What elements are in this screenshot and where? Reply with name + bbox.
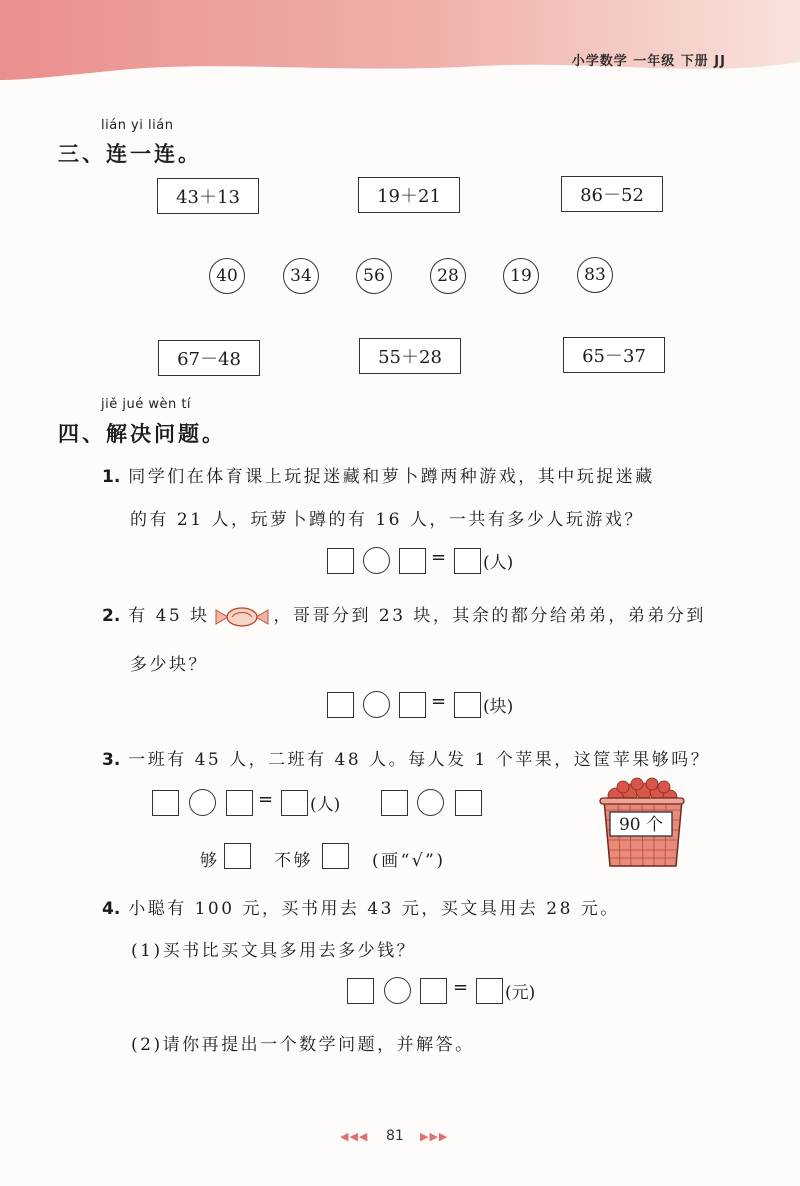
answer-box[interactable]: [327, 548, 354, 574]
answer-circle[interactable]: 40: [209, 258, 245, 294]
answer-circle[interactable]: 34: [283, 258, 319, 294]
answer-box[interactable]: [152, 790, 179, 816]
expression-box[interactable]: 43＋13: [157, 178, 259, 214]
enough-label: 够: [200, 851, 220, 871]
question-2-line-1: [102, 601, 706, 629]
header-text: 小学数学 一年级 下册 JJ: [571, 54, 726, 69]
answer-circle[interactable]: 56: [356, 258, 392, 294]
unit-label: (人): [483, 553, 514, 573]
question-text: 小聪有 100 元，买书用去 43 元，买文具用去 28 元。: [128, 899, 620, 919]
section3-title: 三、连一连。: [58, 142, 202, 166]
equals-sign: =: [431, 691, 447, 712]
candy-icon: [214, 605, 270, 629]
answer-circle[interactable]: 19: [503, 258, 539, 294]
page-number: 81: [386, 1128, 404, 1144]
operator-circle[interactable]: [417, 789, 444, 816]
next-page-arrows[interactable]: ▶▶▶: [420, 1130, 449, 1143]
answer-box[interactable]: [399, 548, 426, 574]
question-number: 3.: [102, 750, 121, 770]
question-text: 有 45 块: [128, 606, 210, 626]
operator-circle[interactable]: [384, 977, 411, 1004]
operator-circle[interactable]: [189, 789, 216, 816]
equals-sign: =: [258, 789, 274, 810]
question-1-line-2: 的有 21 人，玩萝卜蹲的有 16 人，一共有多少人玩游戏？: [130, 510, 644, 530]
answer-box[interactable]: [420, 978, 447, 1004]
basket-label: 90 个: [618, 815, 664, 835]
answer-box[interactable]: [455, 790, 482, 816]
answer-box[interactable]: [327, 692, 354, 718]
answer-box[interactable]: [226, 790, 253, 816]
question-text: 一班有 45 人，二班有 48 人。每人发 1 个苹果，这筐苹果够吗？: [128, 750, 711, 770]
expression-box[interactable]: 19＋21: [358, 177, 460, 213]
unit-label: (元): [505, 983, 536, 1003]
answer-box[interactable]: [476, 978, 503, 1004]
operator-circle[interactable]: [363, 691, 390, 718]
answer-box[interactable]: [347, 978, 374, 1004]
operator-circle[interactable]: [363, 547, 390, 574]
answer-box[interactable]: [381, 790, 408, 816]
not-enough-checkbox[interactable]: [322, 843, 349, 869]
question-4-sub-2: (2)请你再提出一个数学问题，并解答。: [131, 1035, 475, 1055]
expression-box[interactable]: 67－48: [158, 340, 260, 376]
answer-circle[interactable]: 28: [430, 258, 466, 294]
answer-box[interactable]: [454, 548, 481, 574]
question-number: 1.: [102, 467, 121, 487]
not-enough-label: 不够: [274, 851, 313, 871]
question-text: 同学们在体育课上玩捉迷藏和萝卜蹲两种游戏，其中玩捉迷藏: [128, 467, 655, 487]
unit-label: (块): [483, 697, 514, 717]
equals-sign: =: [431, 547, 447, 568]
question-1-line-1: [102, 462, 655, 487]
section4-pinyin: jiě jué wèn tí: [101, 397, 192, 412]
prev-page-arrows[interactable]: ◀◀◀: [340, 1130, 369, 1143]
answer-box[interactable]: [281, 790, 308, 816]
question-2-line-2: 多少块？: [130, 655, 208, 675]
expression-box[interactable]: 65－37: [563, 337, 665, 373]
question-number: 4.: [102, 899, 121, 919]
question-text: ，哥哥分到 23 块，其余的都分给弟弟，弟弟分到: [273, 606, 706, 626]
unit-label: (人): [310, 795, 341, 815]
expression-box[interactable]: 86－52: [561, 176, 663, 212]
question-3-line-1: [102, 745, 710, 770]
answer-box[interactable]: [454, 692, 481, 718]
tick-hint: (画“√”): [372, 851, 446, 871]
enough-checkbox[interactable]: [224, 843, 251, 869]
question-number: 2.: [102, 606, 121, 626]
answer-circle[interactable]: 83: [577, 257, 613, 293]
question-4-sub-1: (1)买书比买文具多用去多少钱？: [131, 941, 417, 961]
section3-pinyin: lián yi lián: [101, 118, 174, 133]
answer-box[interactable]: [399, 692, 426, 718]
section4-title: 四、解决问题。: [58, 422, 226, 446]
equals-sign: =: [453, 977, 469, 998]
question-4-line-1: [102, 894, 620, 919]
expression-box[interactable]: 55＋28: [359, 338, 461, 374]
